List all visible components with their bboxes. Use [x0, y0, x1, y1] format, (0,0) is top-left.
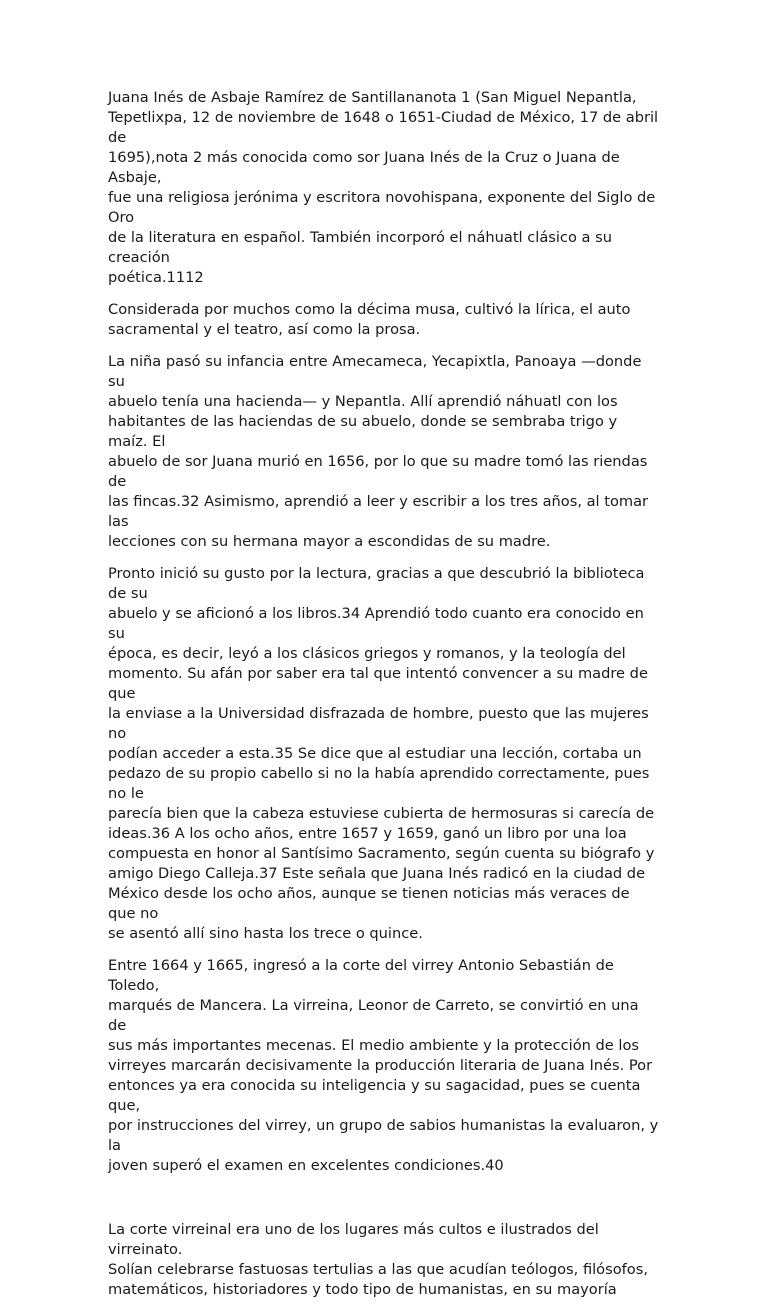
paragraph-1: Juana Inés de Asbaje Ramírez de Santillananota 1 (San Miguel Nepantla, Tepetlixpa, 12 de noviembre de 1648 o 1651-Ciudad de México, 17 de abril de 1695),nota 2 más conocida como sor Juana Inés de la Cruz o Juana de Asbaje, fue una religiosa jerónima y escritora novohispana, exponente del Siglo de Oro de la literatura en español. También incorporó el náhuatl clásico a su creación poética.1112: [108, 89, 659, 286]
paragraph-2: Considerada por muchos como la décima musa, cultivó la lírica, el auto sacramental y el teatro, así como la prosa.: [108, 301, 631, 338]
paragraph-4: Pronto inició su gusto por la lectura, gracias a que descubrió la biblioteca de su abuelo y se aficionó a los libros.34 Aprendió todo cuanto era conocido en su época, es decir, leyó a los clásicos griegos y romanos, y la teología del momento. Su afán por saber era tal que intentó convencer a su madre de que la enviase a la Universidad disfrazada de hombre, puesto que las mujeres no podían acceder a esta.35 Se dice que al estudiar una lección, cortaba un pedazo de su propio cabello si no la había aprendido correctamente, pues no le parecía bien que la cabeza estuviese cubierta de hermosuras si carecía de ideas.36 A los ocho años, entre 1657 y 1659, ganó un libro por una loa compuesta en honor al Santísimo Sacramento, según cuenta su biógrafo y amigo Diego Calleja.37 Este señala que Juana Inés radicó en la ciudad de México desde los ocho años, aunque se tienen noticias más veraces de que no se asentó allí sino hasta los trece o quince.: [108, 565, 655, 942]
paragraph-6: La corte virreinal era uno de los lugares más cultos e ilustrados del virreinato. Solían celebrarse fastuosas tertulias a las que acudían teólogos, filósofos, matemáticos, historiadores y todo tipo de humanistas, en su mayoría: [108, 1221, 648, 1298]
paragraph-3: La niña pasó su infancia entre Amecameca, Yecapixtla, Panoaya —donde su abuelo tenía una hacienda— y Nepantla. Allí aprendió náhuatl con los habitantes de las haciendas de su abuelo, donde se sembraba trigo y maíz. El abuelo de sor Juana murió en 1656, por lo que su madre tomó las riendas de las fincas.32 Asimismo, aprendió a leer y escribir a los tres años, al tomar las lecciones con su hermana mayor a escondidas de su madre.: [108, 353, 649, 550]
document-page: [108, 88, 660, 1312]
paragraph-5: Entre 1664 y 1665, ingresó a la corte del virrey Antonio Sebastián de Toledo, marqués de Mancera. La virreina, Leonor de Carreto, se convirtió en una de sus más importantes mecenas. El medio ambiente y la protección de los virreyes marcarán decisivamente la producción literaria de Juana Inés. Por entonces ya era conocida su inteligencia y su sagacidad, pues se cuenta que, por instrucciones del virrey, un grupo de sabios humanistas la evaluaron, y la joven superó el examen en excelentes condiciones.40: [108, 957, 659, 1174]
